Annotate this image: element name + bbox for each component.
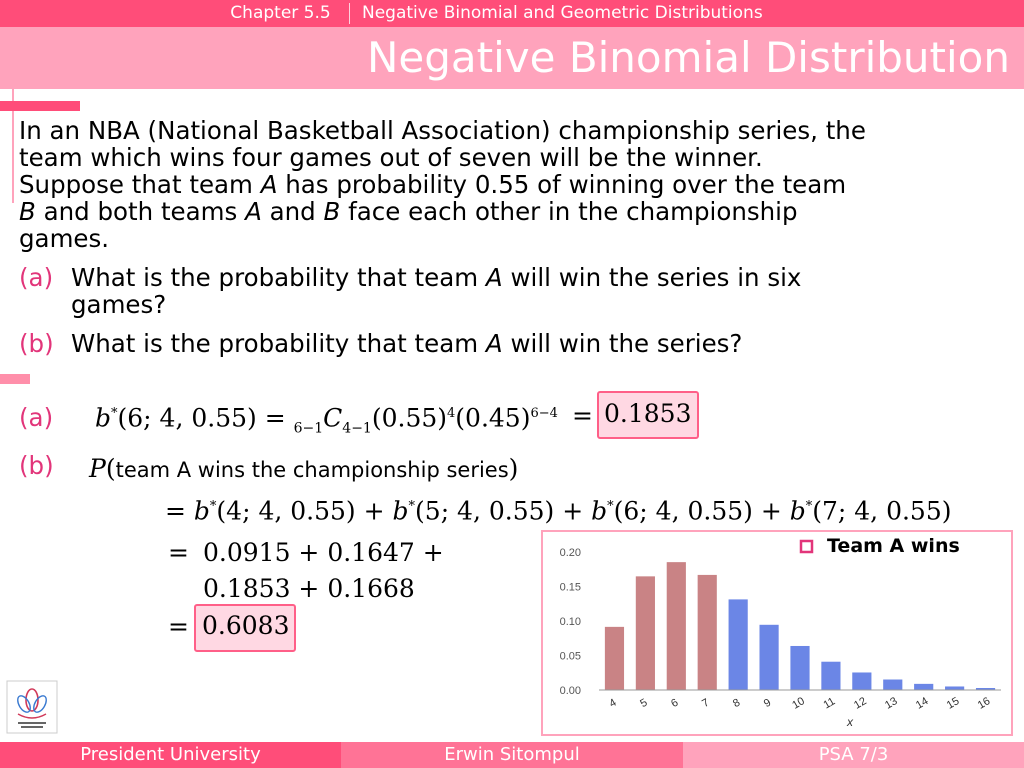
chapter-number: Chapter 5.5	[230, 3, 331, 23]
solution-b-eq1: =	[168, 538, 189, 567]
problem-line-5: games.	[19, 224, 110, 253]
bar	[790, 646, 809, 690]
solution-b-eq2: =	[168, 612, 189, 641]
decor-bar-middle	[0, 374, 30, 384]
bar	[883, 680, 902, 690]
x-tick-label: 13	[882, 695, 900, 712]
problem-line-1: In an NBA (National Basketball Association) championship series, the	[19, 116, 866, 145]
bar-chart	[543, 532, 1011, 734]
bar	[821, 662, 840, 690]
solution-b-sum: = b*(4; 4, 0.55) + b*(5; 4, 0.55) + b*(6; 4, 0.55) + b*(7; 4, 0.55)	[165, 496, 952, 526]
problem-line-3: Suppose that team A has probability 0.55 of winning over the team	[19, 170, 847, 199]
question-a-text-cont: games?	[71, 290, 167, 319]
solution-a-formula: b*(6; 4, $0.55) = _{6-1}C_{4-1}(0.55)^4(0.45)^{6-4}$	[95, 403, 558, 437]
slide-title: Negative Binomial Distribution	[366, 33, 1010, 82]
question-a-label: (a)	[19, 263, 54, 292]
solution-a-equals: =	[572, 401, 593, 430]
question-b-label: (b)	[19, 329, 54, 358]
x-tick-label: 6	[669, 696, 681, 711]
x-tick-label: 5	[638, 696, 650, 711]
solution-b-prob: P(team A wins the championship series)	[89, 454, 519, 483]
footer-right: PSA 7/3	[683, 742, 1024, 768]
bar	[945, 686, 964, 690]
bar	[914, 684, 933, 690]
x-tick-label: 10	[790, 695, 807, 712]
y-tick-label: 0.15	[559, 581, 581, 594]
x-tick-label: 15	[944, 695, 962, 712]
bar	[605, 627, 624, 690]
y-tick-label: 0.10	[559, 616, 581, 628]
legend-marker	[801, 541, 812, 552]
y-tick-label: 0.00	[559, 685, 581, 697]
x-tick-label: 8	[731, 696, 743, 711]
bar	[729, 599, 748, 690]
x-tick-label: 7	[700, 696, 712, 711]
problem-line-4: B and both teams A and B face each other in the championship	[19, 197, 798, 226]
y-tick-label: 0.20	[559, 547, 581, 559]
solution-b-values-1: 0.0915 + 0.1647 +	[203, 538, 444, 567]
x-tick-label: 16	[975, 695, 993, 712]
bar	[698, 575, 717, 690]
solution-b-answer: 0.6083	[202, 611, 290, 640]
decor-bar-top	[0, 101, 80, 111]
chart-frame	[541, 530, 1013, 736]
bar	[636, 576, 655, 690]
problem-line-2: team which wins four games out of seven will be the winner.	[19, 143, 763, 172]
solution-b-label: (b)	[19, 451, 54, 480]
y-tick-label: 0.05	[559, 650, 581, 663]
chapter-title: Negative Binomial and Geometric Distributions	[362, 3, 763, 23]
x-tick-label: 11	[821, 695, 838, 712]
x-tick-label: 4	[607, 696, 619, 711]
solution-b-values-2: 0.1853 + 0.1668	[203, 574, 415, 603]
header-divider	[349, 3, 350, 24]
university-logo	[6, 680, 58, 734]
x-axis-label: x	[847, 715, 853, 729]
legend-label: Team A wins	[827, 535, 960, 557]
question-a-text: What is the probability that team A will win the series in six	[71, 263, 802, 292]
solution-a-answer: 0.1853	[604, 399, 692, 428]
bar	[667, 562, 686, 690]
x-tick-label: 14	[913, 695, 931, 712]
question-b-text: What is the probability that team A will win the series?	[71, 329, 743, 358]
x-tick-label: 12	[852, 695, 869, 712]
footer-center: Erwin Sitompul	[341, 742, 683, 768]
solution-a-label: (a)	[19, 403, 54, 432]
x-tick-label: 9	[761, 696, 774, 711]
footer-left: President University	[0, 742, 341, 768]
bar	[759, 625, 778, 690]
bar	[852, 672, 871, 690]
